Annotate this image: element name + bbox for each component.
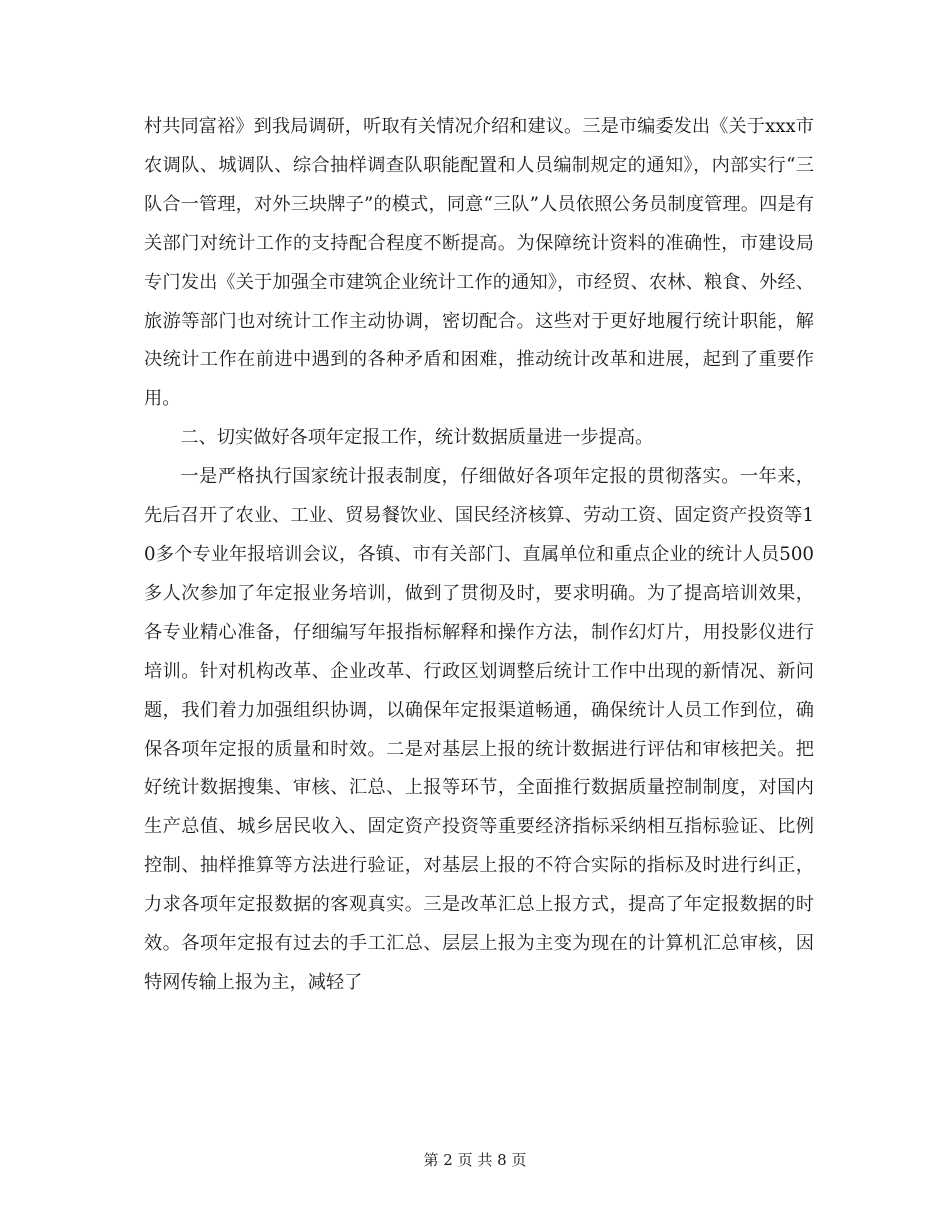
paragraph-continuation: 村共同富裕》到我局调研，听取有关情况介绍和建议。三是市编委发出《关于xxx市农调队、城调队、综合抽样调查队职能配置和人员编制规定的通知》，内部实行“三队合一管理，对外三块牌子”的模式，同意“三队”人员依照公务员制度管理。四是有关部门对统计工作的支持配合程度不断提高。为保障统计资料的准确性，市建设局专门发出《关于加强全市建筑企业统计工作的通知》，市经贸、农林、粮食、外经、旅游等部门也对统计工作主动协调，密切配合。这些对于更好地履行统计职能，解决统计工作在前进中遇到的各种矛盾和困难，推动统计改革和进展，起到了重要作用。 — [144, 116, 814, 410]
page-number-footer: 第 2 页 共 8 页 — [423, 1151, 527, 1169]
document-body — [144, 108, 814, 1003]
paragraph-body: 一是严格执行国家统计报表制度，仔细做好各项年定报的贯彻落实。一年来，先后召开了农业、工业、贸易餐饮业、国民经济核算、劳动工资、固定资产投资等10多个专业年报培训会议，各镇、市有关部门、直属单位和重点企业的统计人员500多人次参加了年定报业务培训，做到了贯彻及时，要求明确。为了提高培训效果，各专业精心准备，仔细编写年报指标解释和操作方法，制作幻灯片，用投影仪进行培训。针对机构改革、企业改革、行政区划调整后统计工作中出现的新情况、新问题，我们着力加强组织协调，以确保年定报渠道畅通，确保统计人员工作到位，确保各项年定报的质量和时效。二是对基层上报的统计数据进行评估和审核把关。把好统计数据搜集、审核、汇总、上报等环节，全面推行数据质量控制制度，对国内生产总值、城乡居民收入、固定资产投资等重要经济指标采纳相互指标验证、比例控制、抽样推算等方法进行验证，对基层上报的不符合实际的指标及时进行纠正，力求各项年定报数据的客观真实。三是改革汇总上报方式，提高了年定报数据的时效。各项年定报有过去的手工汇总、层层上报为主变为现在的计算机汇总审核，因特网传输上报为主，减轻了 — [144, 466, 814, 993]
section-heading: 二、切实做好各项年定报工作，统计数据质量进一步提高。 — [180, 427, 654, 449]
